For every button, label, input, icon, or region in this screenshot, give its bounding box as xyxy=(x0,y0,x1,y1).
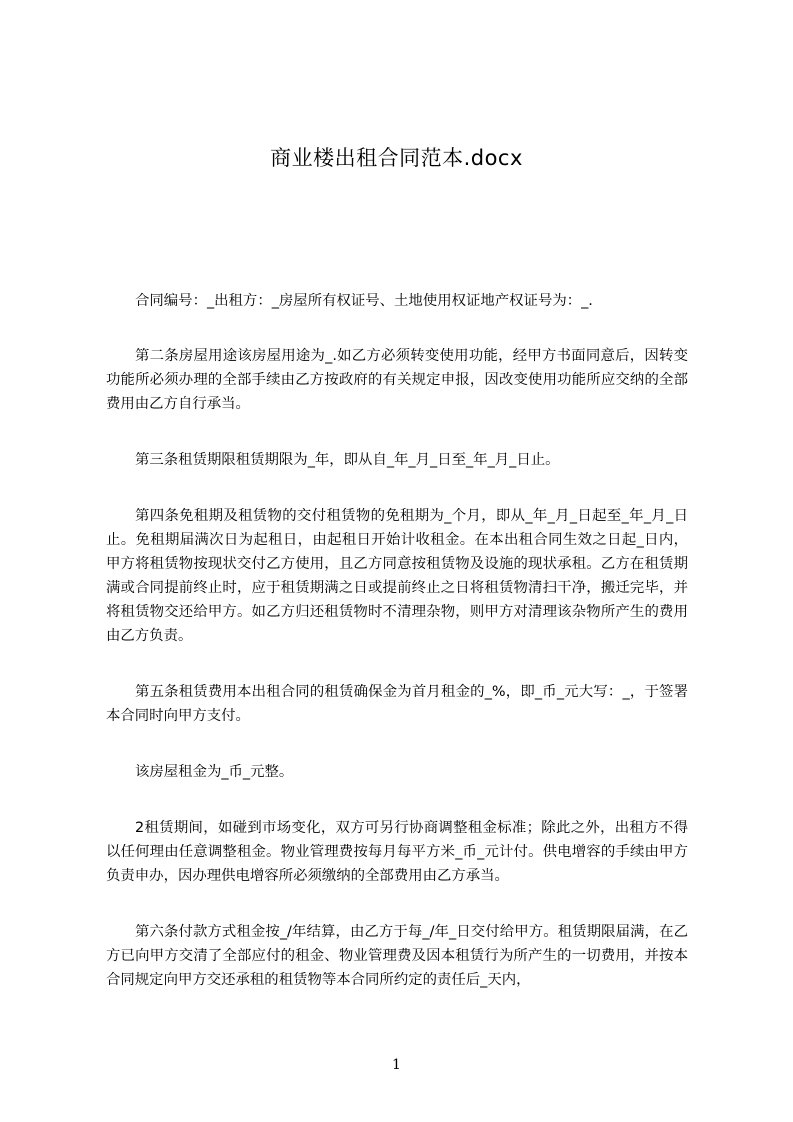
paragraph-article-6-payment: 第六条付款方式租金按_/年结算，由乙方于每_/年_日交付给甲方。租赁期限届满，在乙方已向甲方交清了全部应付的租金、物业管理费及因本租赁行为所产生的一切费用，并按本合同规定向甲方交还承租的租赁物等本合同所约定的责任后_天内， xyxy=(106,924,688,988)
paragraph-rent-amount: 该房屋租金为_币_元整。 xyxy=(135,764,294,780)
paragraph-contract-number: 合同编号：_出租方：_房屋所有权证号、土地使用权证地产权证号为：_. xyxy=(135,293,593,309)
document-body xyxy=(106,289,688,1024)
paragraph-article-4-rent-free: 第四条免租期及租赁物的交付租赁物的免租期为_个月，即从_年_月_日起至_年_月_日止。免租期届满次日为起租日，由起租日开始计收租金。在本出租合同生效之日起_日内，甲方将租赁物按现状交付乙方使用，且乙方同意按租赁物及设施的现状承租。乙方在租赁期满或合同提前终止时，应于租赁期满之日或提前终止之日将租赁物清扫干净，搬迁完毕，并将租赁物交还给甲方。如乙方归还租赁物时不清理杂物，则甲方对清理该杂物所产生的费用由乙方负责。 xyxy=(106,508,688,644)
paragraph-article-5-fees: 第五条租赁费用本出租合同的租赁确保金为首月租金的_%，即_币_元大写：_，于签署本合同时向甲方支付。 xyxy=(106,684,688,724)
paragraph-rent-adjustment: 2租赁期间，如碰到市场变化，双方可另行协商调整租金标准；除此之外，出租方不得以任何理由任意调整租金。物业管理费按每月每平方米_币_元计付。供电增容的手续由甲方负责申办，因办理供电增容所必须缴纳的全部费用由乙方承当。 xyxy=(106,820,688,884)
paragraph-article-3-term: 第三条租赁期限租赁期限为_年，即从自_年_月_日至_年_月_日止。 xyxy=(135,452,560,468)
document-title: 商业楼出租合同范本.docx xyxy=(270,146,523,170)
page-number: 1 xyxy=(392,1057,401,1073)
paragraph-article-2-usage: 第二条房屋用途该房屋用途为_.如乙方必须转变使用功能，经甲方书面同意后，因转变功能所必须办理的全部手续由乙方按政府的有关规定申报，因改变使用功能所应交纳的全部费用由乙方自行承当。 xyxy=(106,348,688,412)
